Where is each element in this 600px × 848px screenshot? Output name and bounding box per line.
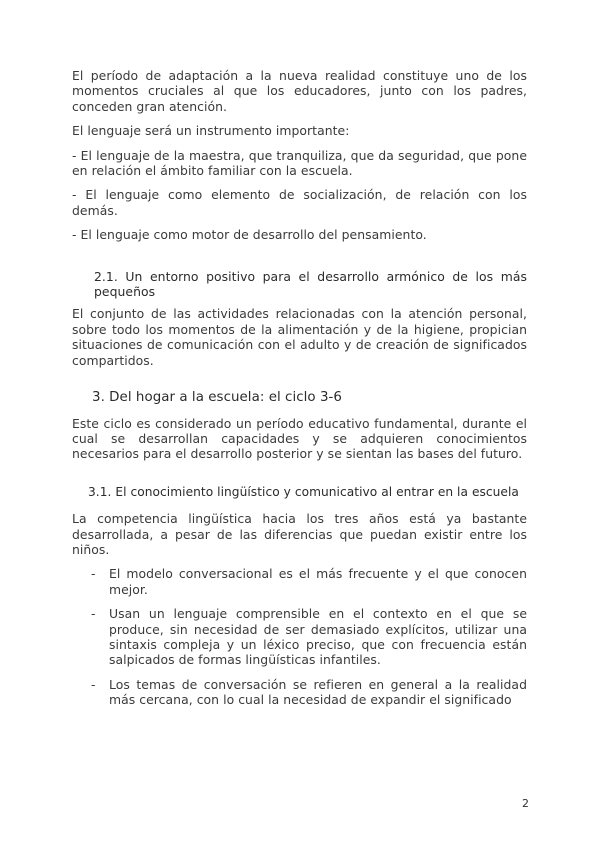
intro-paragraph-2: El lenguaje será un instrumento importante:	[72, 123, 350, 139]
dash-bullet: -	[91, 606, 96, 622]
section-3-heading: 3. Del hogar a la escuela: el ciclo 3-6	[92, 390, 342, 406]
intro-paragraph-4: - El lenguaje como elemento de socialización, de relación con los demás.	[72, 187, 527, 218]
document-page	[72, 68, 527, 717]
section-3-body: Este ciclo es considerado un período educativo fundamental, durante el cual se desarrollan capacidades y se adquieren conocimientos necesarios para el desarrollo posterior y se sientan las bases del futuro.	[72, 415, 527, 462]
section-3-1-heading: 3.1. El conocimiento lingüístico y comunicativo al entrar en la escuela	[88, 484, 519, 499]
list-item	[72, 606, 527, 668]
section-2-1-body: El conjunto de las actividades relacionadas con la atención personal, sobre todo los momentos de la alimentación y de la higiene, propician situaciones de comunicación con el adulto y de creación de significados compartidos.	[72, 306, 527, 368]
intro-paragraph-5: - El lenguaje como motor de desarrollo del pensamiento.	[72, 227, 427, 243]
list-item	[72, 677, 527, 708]
page-number: 2	[522, 797, 529, 810]
list-item-text: Usan un lenguaje comprensible en el contexto en el que se produce, sin necesidad de ser demasiado explícitos, utilizar una sintaxis compleja y un léxico preciso, que con frecuencia están salpicados de formas lingüísticas infantiles.	[109, 606, 527, 668]
list-item-text: Los temas de conversación se refieren en general a la realidad más cercana, con lo cual la necesidad de expandir el significado	[109, 676, 527, 708]
section-2-1-heading: 2.1. Un entorno positivo para el desarrollo armónico de los más pequeños	[94, 268, 527, 300]
section-3-1-body: La competencia lingüística hacia los tres años está ya bastante desarrollada, a pesar de las diferencias que puedan existir entre los niños.	[72, 511, 527, 557]
intro-paragraph-1: El período de adaptación a la nueva realidad constituye uno de los momentos cruciales al que los educadores, junto con los padres, conceden gran atención.	[72, 68, 527, 114]
intro-paragraph-3: - El lenguaje de la maestra, que tranquiliza, que da seguridad, que pone en relación el ámbito familiar con la escuela.	[72, 147, 527, 179]
dash-bullet: -	[91, 566, 96, 582]
list-item	[72, 566, 527, 597]
section-3-1-list	[72, 566, 527, 707]
list-item-text: El modelo conversacional es el más frecuente y el que conocen mejor.	[109, 566, 527, 597]
dash-bullet: -	[91, 676, 96, 692]
